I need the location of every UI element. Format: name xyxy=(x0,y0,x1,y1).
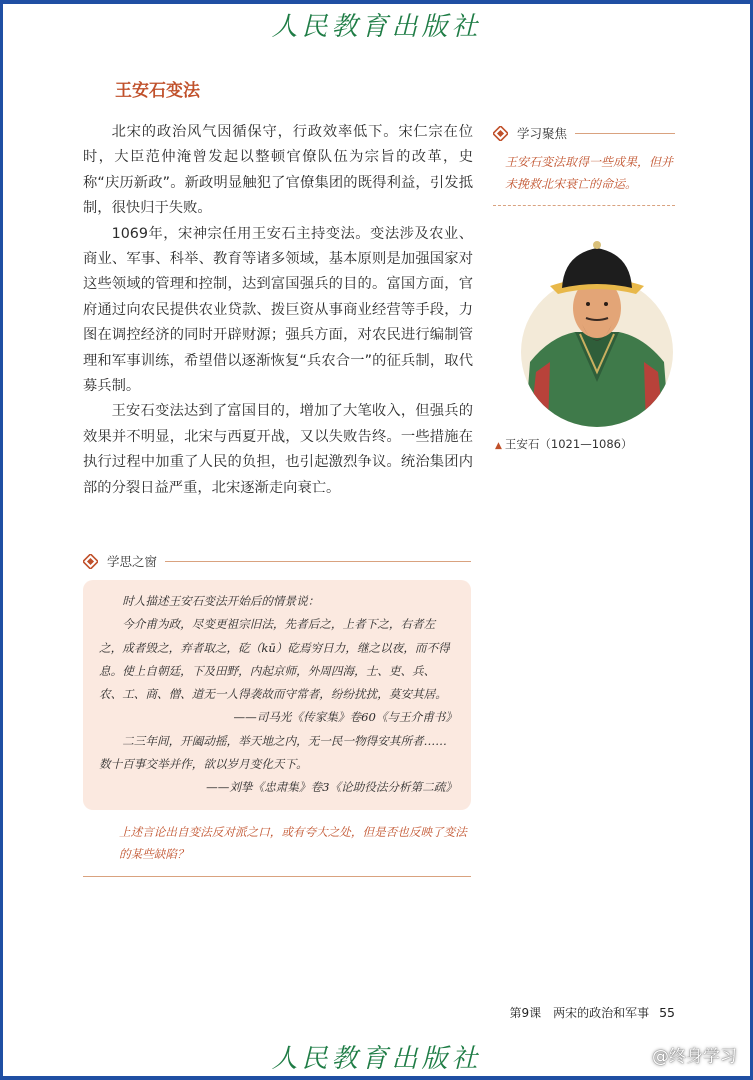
learning-focus-box xyxy=(493,124,675,206)
discussion-question: 上述言论出自变法反对派之口，或有夸大之处，但是否也反映了变法的某些缺陷？ xyxy=(83,821,471,877)
portrait-caption xyxy=(495,436,632,452)
quote-intro: 时人描述王安石变法开始后的情景说： xyxy=(122,594,320,608)
paragraph-2: 1069年，宋神宗任用王安石主持变法。变法涉及农业、商业、军事、科举、教育等诸多领域，基本原则是加强国家对这些领域的管理和控制，达到富国强兵的目的。富国方面，官府通过向农民提供农业贷款、拨巨资从事商业经营等手段，力图在调控经济的同时开辟财源；强兵方面，对农民进行编制管理和军事训练，希望借以逐渐恢复“兵农合一”的征兵制，取代募兵制。 xyxy=(83,225,473,395)
main-text xyxy=(83,120,473,501)
study-window-title: 学思之窗 xyxy=(107,554,158,569)
paragraph-1: 北宋的政治风气因循保守，行政效率低下。宋仁宗在位时，大臣范仲淹曾发起以整顿官僚队伍为宗旨的改革，史称“庆历新政”。新政明显触犯了官僚集团的既得利益，引发抵制，很快归于失败。 xyxy=(83,124,473,217)
learning-focus-title: 学习聚焦 xyxy=(517,126,568,141)
header-rule xyxy=(575,133,675,134)
quote-box xyxy=(83,580,471,810)
diamond-icon xyxy=(493,126,508,141)
page-number: 55 xyxy=(659,1005,675,1020)
publisher-logo-top: 人民教育出版社 xyxy=(271,12,482,42)
top-border xyxy=(0,0,753,4)
lesson-title: 第9课 两宋的政治和军事 xyxy=(509,1006,650,1020)
portrait-caption-text: 王安石（1021—1086） xyxy=(504,437,633,451)
paragraph-3: 王安石变法达到了富国目的，增加了大笔收入，但强兵的效果并不明显，北宋与西夏开战，又以失败告终。一些措施在执行过程中加重了人民的负担，也引起激烈争议。统治集团内部的分裂日益严重，北宋逐渐走向衰亡。 xyxy=(83,403,473,496)
learning-focus-text: 王安石变法取得一些成果，但并未挽救北宋衰亡的命运。 xyxy=(493,151,675,206)
learning-focus-header xyxy=(493,124,675,142)
triangle-icon: ▲ xyxy=(495,441,502,451)
publisher-logo-bottom: 人民教育出版社 xyxy=(271,1044,482,1074)
watermark: @终身学习 xyxy=(652,1047,737,1067)
wang-anshi-portrait xyxy=(520,232,674,428)
header-rule xyxy=(165,561,471,562)
quote-source-1: ——司马光《传家集》卷60《与王介甫书》 xyxy=(233,710,457,725)
quote-liu-zhi: 二三年间，开阖动摇，举天地之内，无一民一物得安其所者……数十百事交举并作，欲以岁月变化天下。 xyxy=(99,733,447,772)
quote-sima-guang: 今介甫为政，尽变更祖宗旧法，先者后之，上者下之，右者左之，成者毁之，弃者取之，矻（kū）矻焉穷日力，继之以夜，而不得息。使上自朝廷，下及田野，内起京师，外周四海，士、吏、兵、农、工、商、僧、道无一人得袭故而守常者，纷纷扰扰，莫安其居。 xyxy=(99,617,450,702)
quote-source-2: ——刘挚《忠肃集》卷3《论助役法分析第二疏》 xyxy=(206,780,457,795)
page-footer xyxy=(509,1004,675,1021)
section-title: 王安石变法 xyxy=(115,81,200,101)
left-border xyxy=(0,0,3,1080)
study-window xyxy=(83,552,471,877)
study-window-header xyxy=(83,552,471,570)
bottom-border xyxy=(0,1076,753,1080)
diamond-icon xyxy=(83,554,98,569)
